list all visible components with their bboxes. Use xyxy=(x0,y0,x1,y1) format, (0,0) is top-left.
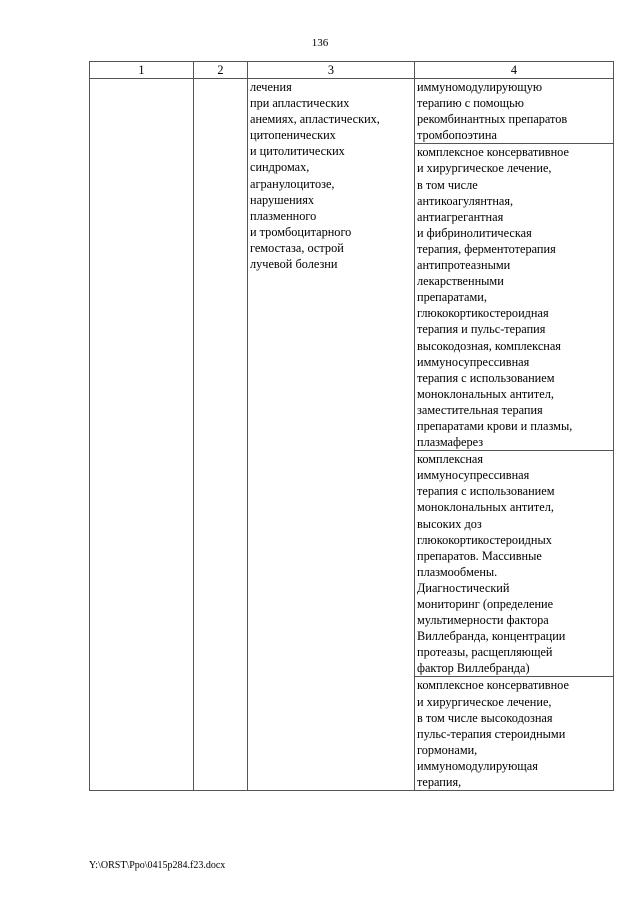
services-table xyxy=(89,61,614,791)
cell-col-4-treatment-3: комплексная иммуносупрессивная терапия с использованием моноклональных антител, высоких доз глюкокортикостероидных препаратов. Массивные плазмообмены. Диагностический мониторинг (определение мультимерности фактора Виллебранда, концентрации протеазы, расщепляющей фактор Виллебранда) xyxy=(415,451,614,677)
cell-col-2 xyxy=(194,79,248,791)
table-row xyxy=(90,79,614,144)
table-header-row xyxy=(90,62,614,79)
cell-col-4-treatment-4: комплексное консервативное и хирургическое лечение, в том числе высокодозная пульс-терапия стероидными гормонами, иммуномодулирующая терапия, xyxy=(415,677,614,791)
header-col-2: 2 xyxy=(194,62,248,79)
header-col-3: 3 xyxy=(248,62,415,79)
cell-col-1 xyxy=(90,79,194,791)
cell-col-3-condition: лечения при апластических анемиях, апластических, цитопенических и цитолитических синдромах, агранулоцитозе, нарушениях плазменного и тромбоцитарного гемостаза, острой лучевой болезни xyxy=(248,79,415,791)
page-number: 136 xyxy=(311,37,329,49)
header-col-4: 4 xyxy=(415,62,614,79)
cell-col-4-treatment-2: комплексное консервативное и хирургическое лечение, в том числе антикоагулянтная, антиагрегантная и фибринолитическая терапия, ферментотерапия антипротеазными лекарственными препаратами, глюкокортикостероидная терапия и пульс-терапия высокодозная, комплексная иммуносупрессивная терапия с использованием моноклональных антител, заместительная терапия препаратами крови и плазмы, плазмаферез xyxy=(415,144,614,451)
footer-file-path: Y:\ORST\Ppo\0415p284.f23.docx xyxy=(89,860,226,871)
header-col-1: 1 xyxy=(90,62,194,79)
cell-col-4-treatment-1: иммуномодулирующую терапию с помощью рекомбинантных препаратов тромбопоэтина xyxy=(415,79,614,144)
